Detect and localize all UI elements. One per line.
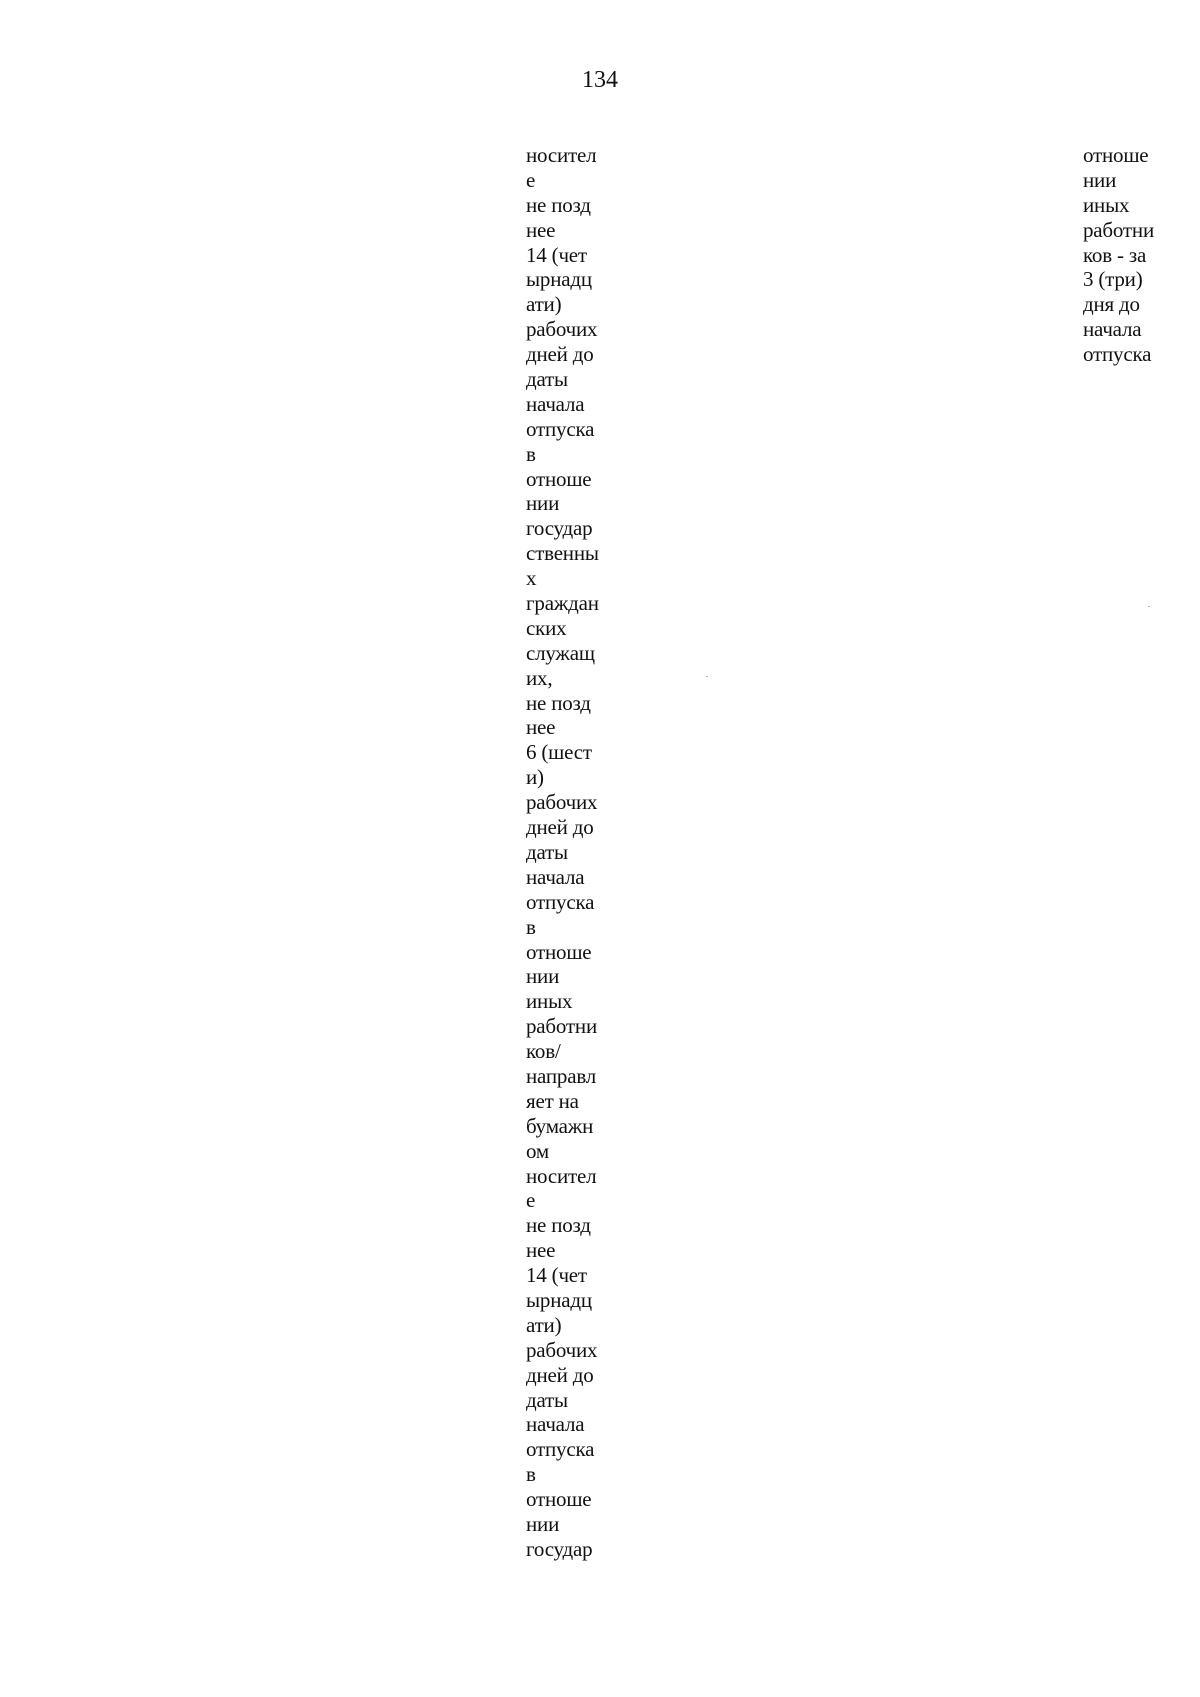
page-number: 134 — [582, 67, 618, 93]
text-line: ырнадц — [526, 1287, 592, 1312]
text-line: 14 (чет — [526, 242, 587, 267]
text-line: нее — [526, 715, 556, 740]
text-line: отпуска — [526, 889, 595, 914]
text-line: 14 (чет — [526, 1263, 587, 1288]
text-line: нии — [526, 1511, 560, 1536]
text-line: рабочих — [526, 1337, 598, 1362]
text-line: начала — [526, 391, 585, 416]
text-line: яет на — [526, 1088, 579, 1113]
text-line: граждан — [526, 591, 599, 616]
text-line: отпуска — [526, 416, 595, 441]
text-line: направл — [526, 1063, 597, 1088]
text-line: бумажн — [526, 1113, 594, 1138]
text-line: ков - за — [1083, 242, 1147, 267]
text-line: нее — [526, 217, 556, 242]
text-line: в — [526, 1462, 536, 1487]
text-line: 6 (шест — [526, 740, 592, 765]
text-line: носител — [526, 143, 597, 167]
text-line: 3 (три) — [1083, 267, 1143, 292]
text-line: не позд — [526, 192, 591, 217]
text-line: не позд — [526, 690, 591, 715]
text-line: начала — [1083, 317, 1142, 342]
text-line: ских — [526, 615, 567, 640]
text-line: работни — [526, 1014, 597, 1039]
text-line: их, — [526, 665, 553, 690]
text-line: рабочих — [526, 790, 598, 815]
text-line: даты — [526, 367, 568, 392]
text-line: нии — [526, 491, 560, 516]
text-line: ков/ — [526, 1039, 561, 1064]
text-line: государ — [526, 1536, 593, 1561]
text-line: государ — [526, 516, 593, 541]
right-text-column — [1083, 143, 1154, 367]
text-line: служащ — [526, 640, 595, 665]
text-line: работни — [1083, 217, 1154, 242]
text-line: иных — [1083, 192, 1130, 217]
text-line: в — [526, 441, 536, 466]
text-line: ырнадц — [526, 267, 592, 292]
text-line: отноше — [526, 466, 592, 491]
text-line: начала — [526, 1412, 585, 1437]
text-line: отноше — [526, 1487, 592, 1512]
text-line: рабочих — [526, 317, 598, 342]
text-line: даты — [526, 839, 568, 864]
text-line: дня до — [1083, 292, 1140, 317]
text-line: нее — [526, 1238, 556, 1263]
scan-speck — [706, 676, 708, 677]
text-line: дней до — [526, 815, 594, 840]
text-line: х — [526, 566, 537, 591]
text-line: ом — [526, 1138, 549, 1163]
text-line: начала — [526, 864, 585, 889]
text-line: нии — [1083, 167, 1117, 192]
text-line: носител — [526, 1163, 597, 1188]
text-line: нии — [526, 964, 560, 989]
text-line: ати) — [526, 292, 562, 317]
text-line: отноше — [1083, 143, 1149, 167]
text-line: отпуска — [526, 1437, 595, 1462]
text-line: дней до — [526, 342, 594, 367]
text-line: ственны — [526, 541, 599, 566]
text-line: отпуска — [1083, 342, 1152, 367]
scan-speck — [1148, 606, 1150, 607]
text-line: и) — [526, 765, 544, 790]
text-line: отноше — [526, 939, 592, 964]
text-line: не позд — [526, 1213, 591, 1238]
text-line: е — [526, 1188, 536, 1213]
text-line: е — [526, 167, 536, 192]
text-line: ати) — [526, 1312, 562, 1337]
middle-text-column — [526, 143, 599, 1562]
text-line: дней до — [526, 1362, 594, 1387]
text-line: иных — [526, 989, 573, 1014]
text-line: даты — [526, 1387, 568, 1412]
text-line: в — [526, 914, 536, 939]
